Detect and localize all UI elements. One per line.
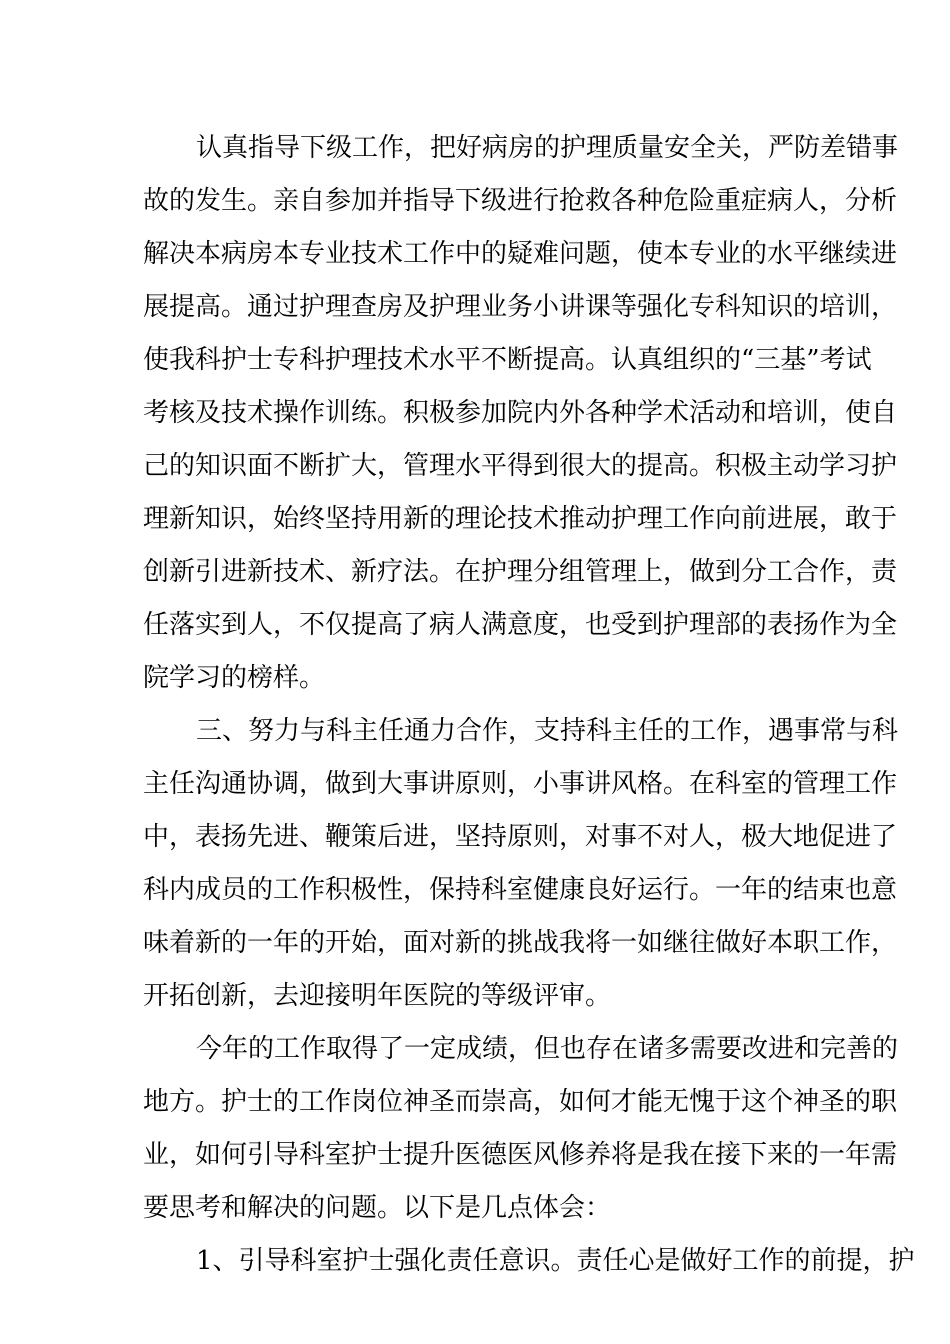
paragraph-line: 使我科护士专科护理技术水平不断提高。认真组织的“三基”考试 — [143, 345, 872, 375]
paragraph-line: 地方。护士的工作岗位神圣而崇高，如何才能无愧于这个神圣的职 — [143, 1087, 898, 1117]
paragraph-line: 开拓创新，去迎接明年医院的等级评审。 — [143, 981, 612, 1011]
paragraph-line: 要思考和解决的问题。以下是几点体会： — [143, 1193, 612, 1223]
paragraph-line: 己的知识面不断扩大，管理水平得到很大的提高。积极主动学习护 — [143, 451, 898, 481]
paragraph-line: 科内成员的工作积极性，保持科室健康良好运行。一年的结束也意 — [143, 875, 898, 905]
paragraph-line: 认真指导下级工作，把好病房的护理质量安全关，严防差错事 — [196, 133, 899, 163]
paragraph-line: 中，表扬先进、鞭策后进，坚持原则，对事不对人，极大地促进了 — [143, 822, 898, 852]
paragraph-line: 任落实到人，不仅提高了病人满意度，也受到护理部的表扬作为全 — [143, 610, 898, 640]
paragraph-line: 考核及技术操作训练。积极参加院内外各种学术活动和培训，使自 — [143, 398, 898, 428]
paragraph-line: 理新知识，始终坚持用新的理论技术推动护理工作向前进展，敢于 — [143, 504, 898, 534]
paragraph-line: 业，如何引导科室护士提升医德医风修养将是我在接下来的一年需 — [143, 1140, 898, 1170]
paragraph-line: 展提高。通过护理查房及护理业务小讲课等强化专科知识的培训， — [143, 292, 898, 322]
paragraph-line: 主任沟通协调，做到大事讲原则，小事讲风格。在科室的管理工作 — [143, 769, 898, 799]
paragraph-line: 解决本病房本专业技术工作中的疑难问题，使本专业的水平继续进 — [143, 239, 898, 269]
paragraph-line: 三、努力与科主任通力合作，支持科主任的工作，遇事常与科 — [196, 716, 899, 746]
paragraph-line: 创新引进新技术、新疗法。在护理分组管理上，做到分工合作，责 — [143, 557, 898, 587]
paragraph-line: 味着新的一年的开始，面对新的挑战我将一如继往做好本职工作， — [143, 928, 898, 958]
paragraph-line: 院学习的榜样。 — [143, 663, 326, 693]
paragraph-line: 1、引导科室护士强化责任意识。责任心是做好工作的前提，护 — [196, 1246, 915, 1276]
paragraph-line: 今年的工作取得了一定成绩，但也存在诸多需要改进和完善的 — [196, 1034, 899, 1064]
paragraph-line: 故的发生。亲自参加并指导下级进行抢救各种危险重症病人，分析 — [143, 186, 898, 216]
